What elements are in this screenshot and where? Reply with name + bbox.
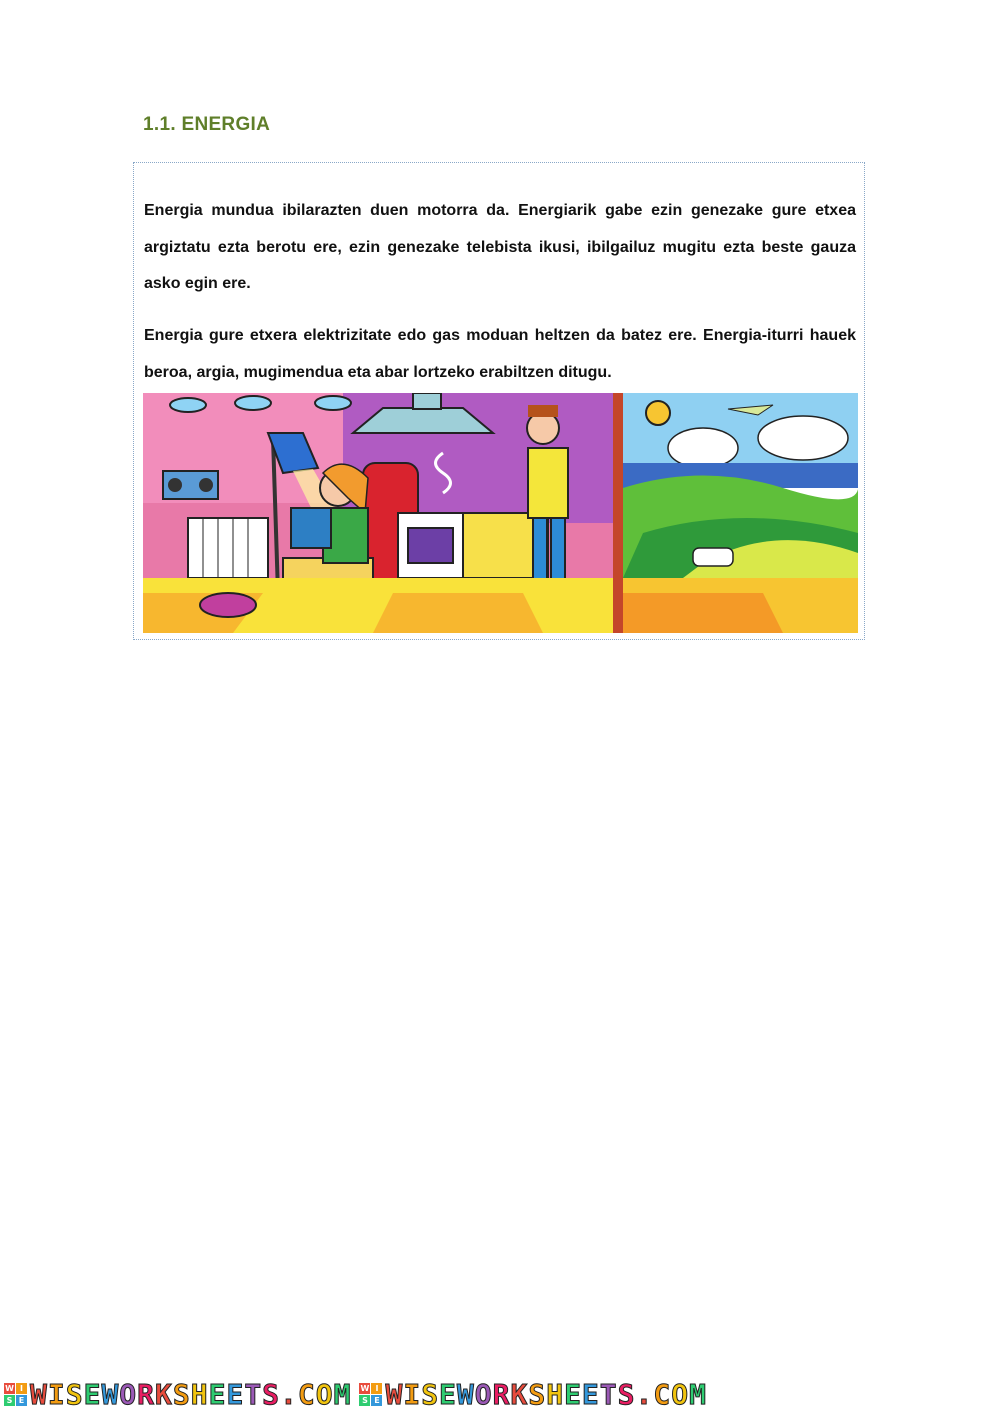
wordmark-text: WISEWORKSHEETS.COM [385,1377,707,1411]
footer-logo-2 [359,1378,706,1411]
section-title: 1.1. ENERGIA [143,114,271,135]
paragraph-1: Energia mundua ibilarazten duen motorra da. Energiarik gabe ezin genezake gure etxea argiztatu ezta berotu ere, ezin genezake telebista ikusi, ibilgailuz mugitu ezta beste gauza asko egin ere. [144,202,856,292]
footer-branding [0,1375,1000,1413]
wordmark-text: WISEWORKSHEETS.COM [30,1377,352,1411]
footer-wordmark [385,1378,706,1411]
wise-logo-icon: W I S E [359,1383,382,1406]
wise-logo-icon: W I S E [4,1383,27,1406]
footer-logo-1 [4,1378,351,1411]
footer-wordmark [30,1378,351,1411]
content-box [133,162,865,640]
paragraph-2: Energia gure etxera elektrizitate edo gas moduan heltzen da batez ere. Energia-iturri hauek beroa, argia, mugimendua eta abar lortzeko erabiltzen ditugu. [144,327,856,381]
home-energy-illustration [143,393,858,633]
